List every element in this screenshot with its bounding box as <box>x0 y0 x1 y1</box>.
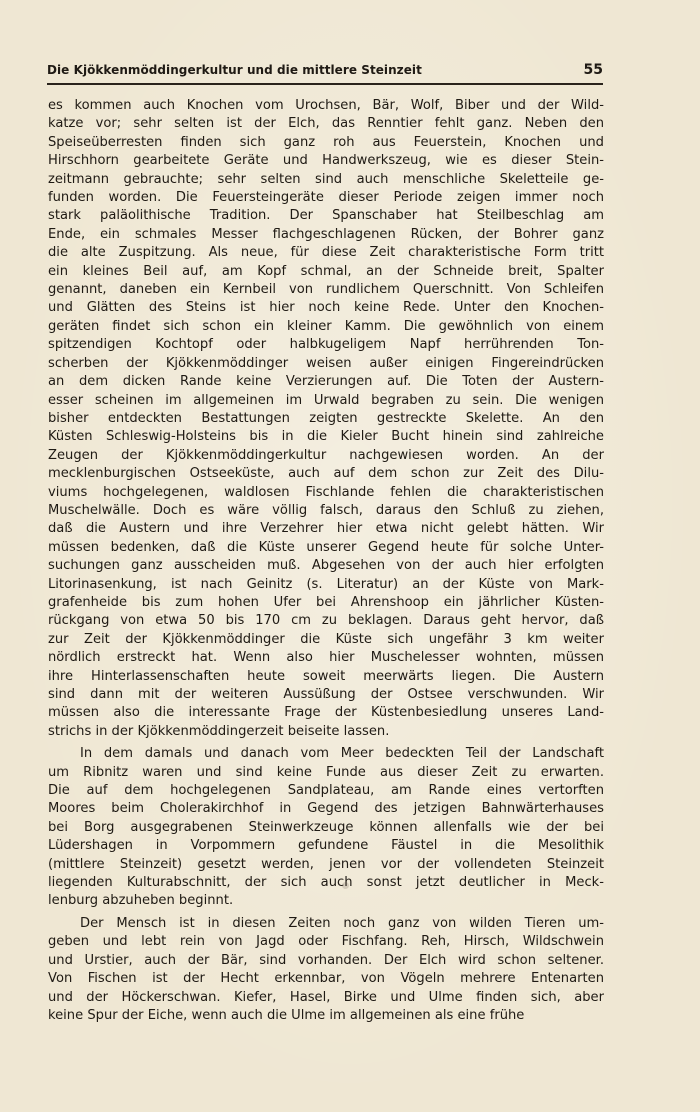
text-line: an dem dicken Rande keine Verzierungen auf. Die Toten der Austern- <box>48 374 604 390</box>
text-line: und der Höckerschwan. Kiefer, Hasel, Birke und Ulme finden sich, aber <box>48 989 604 1005</box>
page-header <box>47 59 603 85</box>
text-line: müssen also die interessante Frage der Küstenbesiedlung unseres Land- <box>48 705 604 721</box>
text-line: Hirschhorn gearbeitete Geräte und Handwerkszeug, wie es dieser Stein- <box>48 153 604 169</box>
text-line: rückgang von etwa 50 bis 170 cm zu beklagen. Daraus geht hervor, daß <box>48 613 604 629</box>
text-line: viums hochgelegenen, waldlosen Fischlande fehlen die charakteristischen <box>48 484 604 500</box>
text-line: Muschelwälle. Doch es wäre völlig falsch, daraus den Schluß zu ziehen, <box>48 502 604 518</box>
text-line: katze vor; sehr selten ist der Elch, das Renntier fehlt ganz. Neben den <box>48 116 604 132</box>
text-line: müssen bedenken, daß die Küste unserer Gegend heute für solche Unter- <box>48 539 604 555</box>
text-line: Lüdershagen in Vorpommern gefundene Fäustel in die Mesolithik <box>48 838 604 854</box>
text-line: Litorinasenkung, ist nach Geinitz (s. Literatur) an der Küste von Mark- <box>48 576 604 592</box>
text-line: sind dann mit der weiteren Aussüßung der Ostsee verschwunden. Wir <box>48 687 604 702</box>
text-line: funden worden. Die Feuersteingeräte dieser Periode zeigen immer noch <box>48 190 604 206</box>
text-line: mecklenburgischen Ostseeküste, auch auf dem schon zur Zeit des Dilu- <box>48 466 604 482</box>
text-line: scherben der Kjökkenmöddinger weisen außer einigen Fingereindrücken <box>48 355 604 371</box>
text-line: bisher entdeckten Bestattungen zeigten gestreckte Skelette. An den <box>48 410 604 426</box>
page-smudge <box>342 882 349 889</box>
text-line: lenburg abzuheben beginnt. <box>48 893 234 909</box>
text-line: geräten findet sich schon ein kleiner Kamm. Die gewöhnlich von einem <box>48 318 604 334</box>
body-text <box>48 97 604 1025</box>
text-line: grafenheide bis zum hohen Ufer bei Ahrenshoop ein jährlicher Küsten- <box>48 594 604 610</box>
text-line: zur Zeit der Kjökkenmöddinger die Küste sich ungefähr 3 km weiter <box>48 631 604 647</box>
text-line: ein kleines Beil auf, am Kopf schmal, an der Schneide breit, Spalter <box>48 263 604 279</box>
text-line: und Urstier, auch der Bär, sind vorhanden. Der Elch wird schon seltener. <box>48 952 604 968</box>
text-line: genannt, daneben ein Kernbeil von rundlichem Querschnitt. Von Schleifen <box>48 282 604 298</box>
text-line: In dem damals und danach vom Meer bedeckten Teil der Landschaft <box>80 746 604 762</box>
text-line: strichs in der Kjökkenmöddingerzeit beiseite lassen. <box>48 723 390 739</box>
text-line: zeitmann gebrauchte; sehr selten sind auch menschliche Skeletteile ge- <box>48 171 604 187</box>
text-line: spitzendigen Kochtopf oder halbkugeligem Napf herrührenden Ton- <box>48 337 604 353</box>
text-line: Speiseüberresten finden sich ganz roh aus Feuerstein, Knochen und <box>48 134 604 150</box>
text-line: daß die Austern und ihre Verzehrer hier etwa nicht gelebt hätten. Wir <box>48 521 604 537</box>
text-line: keine Spur der Eiche, wenn auch die Ulme im allgemeinen als eine frühe <box>48 1007 525 1023</box>
text-line: geben und lebt rein von Jagd oder Fischfang. Reh, Hirsch, Wildschwein <box>48 934 604 950</box>
text-line: die alte Zuspitzung. Als neue, für diese Zeit charakteristische Form tritt <box>48 245 604 261</box>
text-line: Von Fischen ist der Hecht erkennbar, von Vögeln mehrere Entenarten <box>48 971 604 987</box>
text-line: Die auf dem hochgelegenen Sandplateau, am Rande eines vertorften <box>48 783 604 799</box>
text-line: suchungen ganz ausscheiden muß. Abgesehen von der auch hier erfolgten <box>48 558 604 574</box>
text-line: esser scheinen im allgemeinen im Urwald begraben zu sein. Die wenigen <box>48 392 604 408</box>
text-line: Zeugen der Kjökkenmöddingerkultur nachgewiesen worden. An der <box>48 447 604 463</box>
text-line: ihre Hinterlassenschaften heute soweit meerwärts liegen. Die Austern <box>48 668 604 684</box>
page-number: 55 <box>583 62 603 78</box>
running-head: Die Kjökkenmöddingerkultur und die mittlere Steinzeit <box>47 63 422 77</box>
text-line: Moores beim Cholerakirchhof in Gegend des jetzigen Bahnwärterhauses <box>48 801 604 817</box>
text-line: Der Mensch ist in diesen Zeiten noch ganz von wilden Tieren um- <box>80 915 604 931</box>
text-line: Küsten Schleswig-Holsteins bis in die Kieler Bucht hinein sind zahlreiche <box>48 429 604 445</box>
text-line: (mittlere Steinzeit) gesetzt werden, jenen vor der vollendeten Steinzeit <box>48 856 604 872</box>
text-line: liegenden Kulturabschnitt, der sich auch sonst jetzt deutlicher in Meck- <box>48 875 604 891</box>
text-line: nördlich erstreckt hat. Wenn also hier Muschelesser wohnten, müssen <box>48 650 604 666</box>
text-line: stark paläolithische Tradition. Der Spanschaber hat Steilbeschlag am <box>48 208 604 224</box>
text-line: und Glätten des Steins ist hier noch keine Rede. Unter den Knochen- <box>48 300 604 316</box>
text-line: es kommen auch Knochen vom Urochsen, Bär, Wolf, Biber und der Wild- <box>48 98 604 113</box>
text-line: um Ribnitz waren und sind keine Funde aus dieser Zeit zu erwarten. <box>48 764 604 780</box>
text-line: Ende, ein schmales Messer flachgeschlagenen Rücken, der Bohrer ganz <box>48 226 604 242</box>
text-line: bei Borg ausgegrabenen Steinwerkzeuge können allenfalls wie der bei <box>48 819 604 835</box>
